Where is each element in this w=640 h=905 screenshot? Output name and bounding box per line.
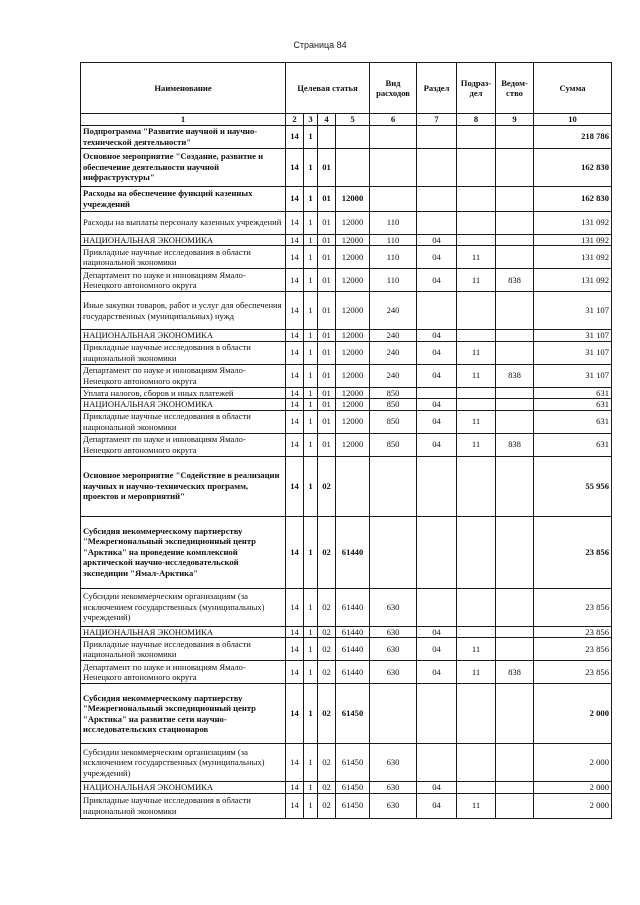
row-department xyxy=(496,410,534,433)
table-row xyxy=(81,638,612,661)
row-expense-type: 240 xyxy=(370,364,417,387)
row-code-program: 14 xyxy=(286,186,304,211)
row-code-direction xyxy=(336,125,370,148)
row-amount: 23 856 xyxy=(534,661,612,684)
row-subsection xyxy=(457,456,496,516)
row-amount: 2 000 xyxy=(534,684,612,744)
row-section: 04 xyxy=(417,234,457,246)
row-expense-type: 630 xyxy=(370,661,417,684)
row-name: Прикладные научные исследования в области национальной экономики xyxy=(81,638,286,661)
table-header-row xyxy=(81,63,612,114)
row-section xyxy=(417,744,457,782)
row-subsection xyxy=(457,684,496,744)
row-code-subprogram: 1 xyxy=(304,341,318,364)
row-code-program: 14 xyxy=(286,269,304,292)
row-subsection xyxy=(457,125,496,148)
row-expense-type: 630 xyxy=(370,782,417,794)
row-expense-type xyxy=(370,186,417,211)
row-name: Департамент по науке и инновациям Ямало-Ненецкого автономного округа xyxy=(81,433,286,456)
row-department xyxy=(496,387,534,399)
row-code-activity: 01 xyxy=(318,341,336,364)
table-row xyxy=(81,364,612,387)
row-code-activity: 01 xyxy=(318,292,336,330)
row-name: Департамент по науке и инновациям Ямало-Ненецкого автономного округа xyxy=(81,364,286,387)
row-code-subprogram: 1 xyxy=(304,269,318,292)
row-expense-type xyxy=(370,456,417,516)
row-section: 04 xyxy=(417,246,457,269)
row-section: 04 xyxy=(417,269,457,292)
row-section: 04 xyxy=(417,410,457,433)
row-code-activity xyxy=(318,125,336,148)
row-code-subprogram: 1 xyxy=(304,387,318,399)
row-subsection xyxy=(457,211,496,234)
row-code-direction: 12000 xyxy=(336,364,370,387)
row-name: Расходы на выплаты персоналу казенных учреждений xyxy=(81,211,286,234)
row-department xyxy=(496,246,534,269)
budget-table xyxy=(80,62,612,819)
row-amount: 23 856 xyxy=(534,588,612,626)
row-expense-type: 850 xyxy=(370,387,417,399)
row-code-subprogram: 1 xyxy=(304,410,318,433)
table-row xyxy=(81,516,612,588)
row-section xyxy=(417,125,457,148)
row-code-activity: 01 xyxy=(318,269,336,292)
row-code-program: 14 xyxy=(286,341,304,364)
row-amount: 55 956 xyxy=(534,456,612,516)
row-subsection xyxy=(457,588,496,626)
row-department xyxy=(496,211,534,234)
row-code-direction: 61450 xyxy=(336,782,370,794)
row-code-program: 14 xyxy=(286,638,304,661)
row-code-subprogram: 1 xyxy=(304,292,318,330)
table-row xyxy=(81,186,612,211)
row-amount: 218 786 xyxy=(534,125,612,148)
row-code-program: 14 xyxy=(286,211,304,234)
row-section xyxy=(417,211,457,234)
row-department xyxy=(496,782,534,794)
row-section xyxy=(417,456,457,516)
row-name: НАЦИОНАЛЬНАЯ ЭКОНОМИКА xyxy=(81,626,286,638)
column-number: 5 xyxy=(336,114,370,126)
row-code-program: 14 xyxy=(286,364,304,387)
row-section: 04 xyxy=(417,341,457,364)
row-code-activity: 01 xyxy=(318,186,336,211)
row-amount: 631 xyxy=(534,433,612,456)
row-department xyxy=(496,234,534,246)
row-code-program: 14 xyxy=(286,793,304,818)
row-code-subprogram: 1 xyxy=(304,330,318,342)
row-expense-type: 110 xyxy=(370,246,417,269)
row-expense-type: 240 xyxy=(370,330,417,342)
table-row xyxy=(81,684,612,744)
column-number: 7 xyxy=(417,114,457,126)
row-code-activity: 02 xyxy=(318,588,336,626)
table-row xyxy=(81,292,612,330)
row-name: Субсидии некоммерческим организациям (за исключением государственных (муниципальных) учреждений) xyxy=(81,744,286,782)
row-expense-type: 630 xyxy=(370,744,417,782)
row-amount: 2 000 xyxy=(534,793,612,818)
header-amount: Сумма xyxy=(534,63,612,114)
row-name: Департамент по науке и инновациям Ямало-Ненецкого автономного округа xyxy=(81,269,286,292)
row-subsection xyxy=(457,186,496,211)
row-code-subprogram: 1 xyxy=(304,234,318,246)
row-code-activity: 01 xyxy=(318,364,336,387)
row-code-activity: 01 xyxy=(318,410,336,433)
row-code-direction: 61440 xyxy=(336,588,370,626)
row-department: 838 xyxy=(496,661,534,684)
table-row xyxy=(81,211,612,234)
row-name: Основное мероприятие "Создание, развитие и обеспечение деятельности научной инфраструктуры" xyxy=(81,148,286,186)
row-code-program: 14 xyxy=(286,387,304,399)
row-name: Прикладные научные исследования в области национальной экономики xyxy=(81,246,286,269)
row-code-direction: 12000 xyxy=(336,410,370,433)
row-subsection: 11 xyxy=(457,638,496,661)
row-section: 04 xyxy=(417,661,457,684)
row-code-program: 14 xyxy=(286,148,304,186)
table-row xyxy=(81,433,612,456)
row-code-activity: 01 xyxy=(318,387,336,399)
table-row xyxy=(81,234,612,246)
row-code-activity: 01 xyxy=(318,234,336,246)
row-code-direction: 61440 xyxy=(336,661,370,684)
row-name: Прикладные научные исследования в области национальной экономики xyxy=(81,410,286,433)
row-code-program: 14 xyxy=(286,456,304,516)
row-section xyxy=(417,516,457,588)
row-code-subprogram: 1 xyxy=(304,588,318,626)
row-code-subprogram: 1 xyxy=(304,186,318,211)
row-section: 04 xyxy=(417,782,457,794)
row-department xyxy=(496,684,534,744)
row-code-subprogram: 1 xyxy=(304,148,318,186)
row-code-program: 14 xyxy=(286,626,304,638)
row-code-direction: 61450 xyxy=(336,684,370,744)
row-department xyxy=(496,588,534,626)
table-row xyxy=(81,661,612,684)
row-code-direction: 12000 xyxy=(336,269,370,292)
row-code-subprogram: 1 xyxy=(304,246,318,269)
row-code-activity: 01 xyxy=(318,246,336,269)
row-subsection: 11 xyxy=(457,246,496,269)
header-exp-type: Вид расходов xyxy=(370,63,417,114)
row-department xyxy=(496,341,534,364)
column-number-row xyxy=(81,114,612,126)
row-name: Иные закупки товаров, работ и услуг для обеспечения государственных (муниципальных) нужд xyxy=(81,292,286,330)
page-label: Страница 84 xyxy=(293,40,347,50)
row-code-activity: 02 xyxy=(318,626,336,638)
row-amount: 23 856 xyxy=(534,626,612,638)
row-amount: 131 092 xyxy=(534,234,612,246)
row-code-activity: 01 xyxy=(318,211,336,234)
column-number: 3 xyxy=(304,114,318,126)
row-amount: 2 000 xyxy=(534,782,612,794)
row-name: Подпрограмма "Развитие научной и научно-технической деятельности" xyxy=(81,125,286,148)
row-code-direction xyxy=(336,456,370,516)
row-department xyxy=(496,638,534,661)
row-department xyxy=(496,399,534,411)
row-code-activity: 02 xyxy=(318,516,336,588)
table-row xyxy=(81,456,612,516)
row-amount: 131 092 xyxy=(534,269,612,292)
row-amount: 131 092 xyxy=(534,246,612,269)
row-name: Уплата налогов, сборов и иных платежей xyxy=(81,387,286,399)
column-number: 9 xyxy=(496,114,534,126)
row-subsection xyxy=(457,782,496,794)
row-name: НАЦИОНАЛЬНАЯ ЭКОНОМИКА xyxy=(81,782,286,794)
table-row xyxy=(81,148,612,186)
row-amount: 631 xyxy=(534,399,612,411)
row-name: Субсидия некоммерческому партнерству "Межрегиональный экспедиционный центр "Арктика" на проведение комплексной арктической научно-исследовательской экспедиции "Ямал-Арктика" xyxy=(81,516,286,588)
table-row xyxy=(81,626,612,638)
row-code-program: 14 xyxy=(286,234,304,246)
row-amount: 162 830 xyxy=(534,148,612,186)
header-section: Раздел xyxy=(417,63,457,114)
row-subsection: 11 xyxy=(457,269,496,292)
table-row xyxy=(81,782,612,794)
row-code-subprogram: 1 xyxy=(304,638,318,661)
row-section xyxy=(417,292,457,330)
row-code-direction xyxy=(336,148,370,186)
row-code-subprogram: 1 xyxy=(304,456,318,516)
row-expense-type: 630 xyxy=(370,626,417,638)
row-code-activity: 01 xyxy=(318,148,336,186)
row-code-activity: 02 xyxy=(318,744,336,782)
row-amount: 31 107 xyxy=(534,292,612,330)
row-subsection xyxy=(457,292,496,330)
row-subsection: 11 xyxy=(457,661,496,684)
row-expense-type xyxy=(370,516,417,588)
table-row xyxy=(81,387,612,399)
row-code-program: 14 xyxy=(286,661,304,684)
row-department xyxy=(496,456,534,516)
row-expense-type: 850 xyxy=(370,410,417,433)
row-code-direction: 12000 xyxy=(336,387,370,399)
row-section: 04 xyxy=(417,330,457,342)
row-name: Департамент по науке и инновациям Ямало-Ненецкого автономного округа xyxy=(81,661,286,684)
row-subsection xyxy=(457,330,496,342)
row-code-direction: 12000 xyxy=(336,211,370,234)
row-section xyxy=(417,148,457,186)
row-name: НАЦИОНАЛЬНАЯ ЭКОНОМИКА xyxy=(81,330,286,342)
row-code-direction: 12000 xyxy=(336,246,370,269)
row-code-subprogram: 1 xyxy=(304,684,318,744)
row-department xyxy=(496,793,534,818)
row-code-subprogram: 1 xyxy=(304,744,318,782)
table-row xyxy=(81,269,612,292)
row-code-activity: 02 xyxy=(318,661,336,684)
row-name: Прикладные научные исследования в области национальной экономики xyxy=(81,341,286,364)
row-section: 04 xyxy=(417,793,457,818)
row-amount: 31 107 xyxy=(534,330,612,342)
row-department xyxy=(496,292,534,330)
row-expense-type: 850 xyxy=(370,399,417,411)
row-code-program: 14 xyxy=(286,292,304,330)
row-name: Расходы на обеспечение функций казенных учреждений xyxy=(81,186,286,211)
row-expense-type xyxy=(370,684,417,744)
row-expense-type xyxy=(370,148,417,186)
row-code-subprogram: 1 xyxy=(304,364,318,387)
column-number: 10 xyxy=(534,114,612,126)
row-expense-type: 110 xyxy=(370,211,417,234)
row-subsection: 11 xyxy=(457,364,496,387)
row-department xyxy=(496,148,534,186)
row-code-direction: 12000 xyxy=(336,341,370,364)
header-target: Целевая статья xyxy=(286,63,370,114)
row-code-direction: 61450 xyxy=(336,793,370,818)
row-department xyxy=(496,516,534,588)
row-subsection xyxy=(457,626,496,638)
row-expense-type: 110 xyxy=(370,234,417,246)
table-row xyxy=(81,588,612,626)
row-name: Субсидии некоммерческим организациям (за исключением государственных (муниципальных) учреждений) xyxy=(81,588,286,626)
row-code-subprogram: 1 xyxy=(304,433,318,456)
row-amount: 2 000 xyxy=(534,744,612,782)
row-department: 838 xyxy=(496,269,534,292)
row-amount: 631 xyxy=(534,410,612,433)
row-amount: 162 830 xyxy=(534,186,612,211)
table-row xyxy=(81,341,612,364)
table-row xyxy=(81,330,612,342)
row-amount: 631 xyxy=(534,387,612,399)
row-code-activity: 02 xyxy=(318,793,336,818)
row-department: 838 xyxy=(496,364,534,387)
row-code-direction: 12000 xyxy=(336,186,370,211)
row-subsection xyxy=(457,399,496,411)
row-subsection: 11 xyxy=(457,410,496,433)
table-row xyxy=(81,410,612,433)
column-number: 6 xyxy=(370,114,417,126)
row-code-direction: 61440 xyxy=(336,626,370,638)
row-code-subprogram: 1 xyxy=(304,626,318,638)
row-expense-type xyxy=(370,125,417,148)
row-subsection xyxy=(457,387,496,399)
row-name: НАЦИОНАЛЬНАЯ ЭКОНОМИКА xyxy=(81,399,286,411)
table-row xyxy=(81,246,612,269)
row-expense-type: 630 xyxy=(370,793,417,818)
row-subsection xyxy=(457,234,496,246)
row-department xyxy=(496,744,534,782)
header-name: Наименование xyxy=(81,63,286,114)
row-code-subprogram: 1 xyxy=(304,399,318,411)
row-expense-type: 240 xyxy=(370,292,417,330)
row-code-program: 14 xyxy=(286,246,304,269)
row-department xyxy=(496,626,534,638)
row-expense-type: 630 xyxy=(370,588,417,626)
row-code-program: 14 xyxy=(286,330,304,342)
row-expense-type: 850 xyxy=(370,433,417,456)
row-section xyxy=(417,186,457,211)
row-code-subprogram: 1 xyxy=(304,516,318,588)
row-subsection: 11 xyxy=(457,793,496,818)
table-row xyxy=(81,744,612,782)
row-code-program: 14 xyxy=(286,684,304,744)
row-code-program: 14 xyxy=(286,433,304,456)
row-name: Основное мероприятие "Содействие в реализации научных и научно-технических программ, проектов и мероприятий" xyxy=(81,456,286,516)
row-department: 838 xyxy=(496,433,534,456)
row-code-program: 14 xyxy=(286,744,304,782)
header-department: Ведом-ство xyxy=(496,63,534,114)
row-code-direction: 12000 xyxy=(336,292,370,330)
row-code-direction: 61450 xyxy=(336,744,370,782)
row-code-subprogram: 1 xyxy=(304,782,318,794)
row-code-activity: 02 xyxy=(318,456,336,516)
row-code-subprogram: 1 xyxy=(304,793,318,818)
column-number: 1 xyxy=(81,114,286,126)
row-section xyxy=(417,387,457,399)
row-department xyxy=(496,125,534,148)
row-code-activity: 02 xyxy=(318,684,336,744)
row-code-program: 14 xyxy=(286,410,304,433)
row-expense-type: 630 xyxy=(370,638,417,661)
row-subsection: 11 xyxy=(457,433,496,456)
row-amount: 31 107 xyxy=(534,341,612,364)
row-code-direction: 12000 xyxy=(336,433,370,456)
column-number: 2 xyxy=(286,114,304,126)
row-section: 04 xyxy=(417,364,457,387)
row-code-program: 14 xyxy=(286,588,304,626)
row-code-program: 14 xyxy=(286,125,304,148)
row-subsection xyxy=(457,744,496,782)
row-section xyxy=(417,684,457,744)
row-code-activity: 02 xyxy=(318,782,336,794)
table-row xyxy=(81,125,612,148)
row-section xyxy=(417,588,457,626)
row-code-activity: 01 xyxy=(318,433,336,456)
row-code-subprogram: 1 xyxy=(304,125,318,148)
header-subsection: Подраз-дел xyxy=(457,63,496,114)
row-subsection: 11 xyxy=(457,341,496,364)
table-row xyxy=(81,793,612,818)
row-section: 04 xyxy=(417,626,457,638)
row-department xyxy=(496,330,534,342)
row-name: НАЦИОНАЛЬНАЯ ЭКОНОМИКА xyxy=(81,234,286,246)
row-section: 04 xyxy=(417,638,457,661)
row-subsection xyxy=(457,148,496,186)
row-expense-type: 240 xyxy=(370,341,417,364)
row-code-direction: 61440 xyxy=(336,638,370,661)
row-amount: 31 107 xyxy=(534,364,612,387)
table-row xyxy=(81,399,612,411)
row-expense-type: 110 xyxy=(370,269,417,292)
row-code-subprogram: 1 xyxy=(304,661,318,684)
row-department xyxy=(496,186,534,211)
row-name: Прикладные научные исследования в области национальной экономики xyxy=(81,793,286,818)
column-number: 8 xyxy=(457,114,496,126)
row-code-direction: 61440 xyxy=(336,516,370,588)
row-section: 04 xyxy=(417,433,457,456)
row-code-program: 14 xyxy=(286,782,304,794)
row-section: 04 xyxy=(417,399,457,411)
row-subsection xyxy=(457,516,496,588)
row-code-subprogram: 1 xyxy=(304,211,318,234)
row-code-direction: 12000 xyxy=(336,234,370,246)
row-amount: 131 092 xyxy=(534,211,612,234)
row-code-direction: 12000 xyxy=(336,399,370,411)
row-code-activity: 01 xyxy=(318,330,336,342)
row-code-program: 14 xyxy=(286,399,304,411)
row-name: Субсидия некоммерческому партнерству "Межрегиональный экспедиционный центр "Арктика" на развитие сети научно-исследовательских стационаров xyxy=(81,684,286,744)
row-code-direction: 12000 xyxy=(336,330,370,342)
column-number: 4 xyxy=(318,114,336,126)
row-code-activity: 01 xyxy=(318,399,336,411)
row-amount: 23 856 xyxy=(534,638,612,661)
row-amount: 23 856 xyxy=(534,516,612,588)
row-code-activity: 02 xyxy=(318,638,336,661)
row-code-program: 14 xyxy=(286,516,304,588)
